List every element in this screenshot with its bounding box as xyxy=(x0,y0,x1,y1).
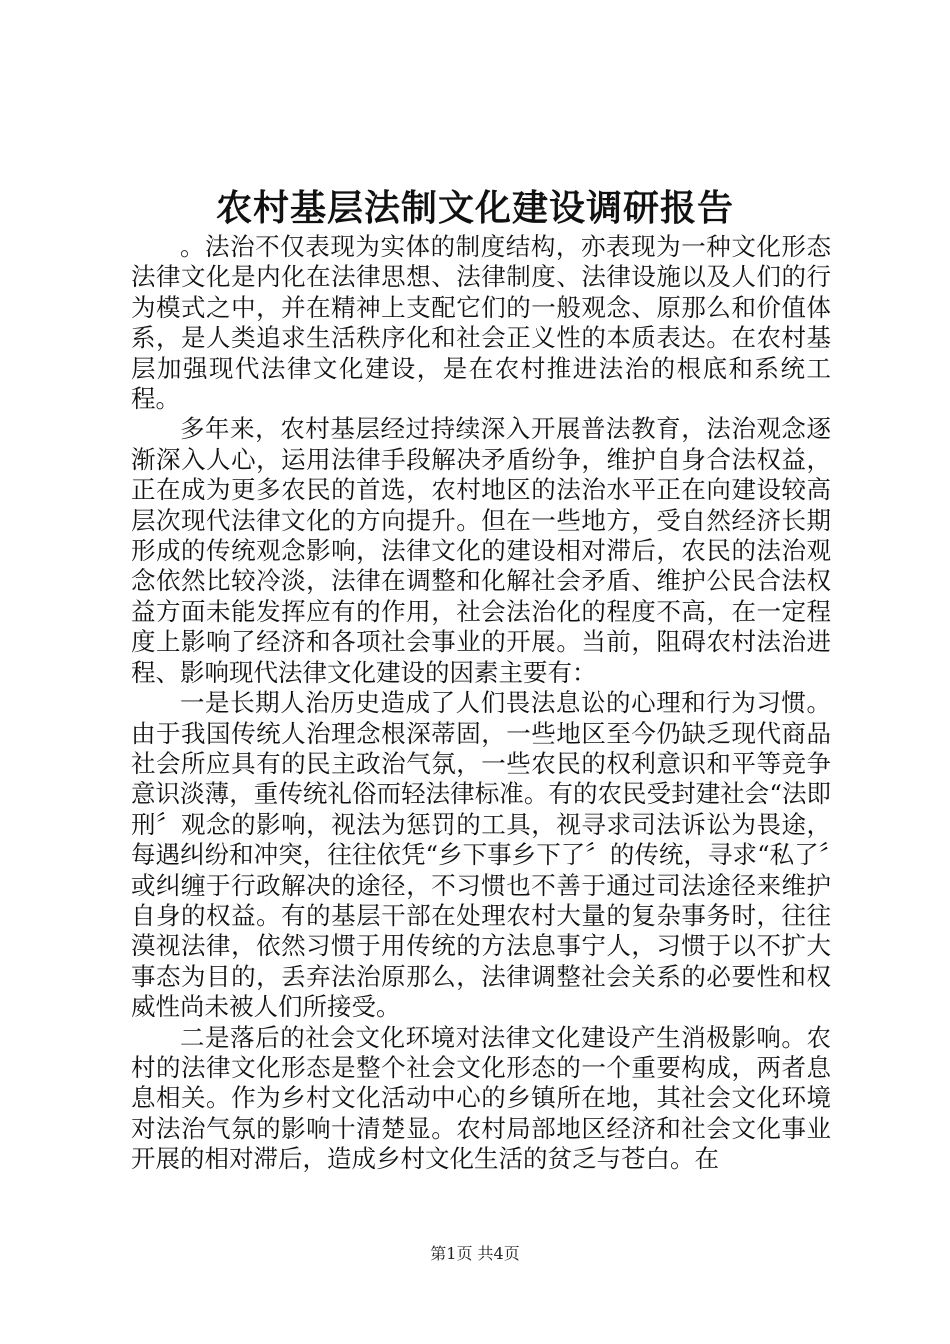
paragraph: 。法治不仅表现为实体的制度结构，亦表现为一种文化形态法律文化是内化在法律思想、法律制度、法律设施以及人们的行为模式之中，并在精神上支配它们的一般观念、原那么和价值体系，是人类追求生活秩序化和社会正义性的本质表达。在农村基层加强现代法律文化建设，是在农村推进法治的根底和系统工程。 xyxy=(131,232,831,414)
paragraph: 一是长期人治历史造成了人们畏法息讼的心理和行为习惯。由于我国传统人治理念根深蒂固，一些地区至今仍缺乏现代商品社会所应具有的民主政治气氛，一些农民的权利意识和平等竞争意识淡薄，重传统礼俗而轻法律标准。有的农民受封建社会“法即刑〞观念的影响，视法为惩罚的工具，视寻求司法诉讼为畏途，每遇纠纷和冲突，往往依凭“乡下事乡下了〞的传统，寻求“私了〞或纠缠于行政解决的途径，不习惯也不善于通过司法途径来维护自身的权益。有的基层干部在处理农村大量的复杂事务时，往往漠视法律，依然习惯于用传统的方法息事宁人，习惯于以不扩大事态为目的，丢弃法治原那么，法律调整社会关系的必要性和权威性尚未被人们所接受。 xyxy=(131,688,831,1022)
document-body xyxy=(131,232,831,1175)
page-number-footer: 第1页 共4页 xyxy=(430,1244,520,1263)
paragraph: 二是落后的社会文化环境对法律文化建设产生消极影响。农村的法律文化形态是整个社会文化形态的一个重要构成，两者息息相关。作为乡村文化活动中心的乡镇所在地，其社会文化环境对法治气氛的影响十清楚显。农村局部地区经济和社会文化事业开展的相对滞后，造成乡村文化生活的贫乏与苍白。在 xyxy=(131,1022,831,1174)
paragraph: 多年来，农村基层经过持续深入开展普法教育，法治观念逐渐深入人心，运用法律手段解决矛盾纷争，维护自身合法权益，正在成为更多农民的首选，农村地区的法治水平正在向建设较高层次现代法律文化的方向提升。但在一些地方，受自然经济长期形成的传统观念影响，法律文化的建设相对滞后，农民的法治观念依然比较冷淡，法律在调整和化解社会矛盾、维护公民合法权益方面未能发挥应有的作用，社会法治化的程度不高，在一定程度上影响了经济和各项社会事业的开展。当前，阻碍农村法治进程、影响现代法律文化建设的因素主要有： xyxy=(131,414,831,687)
document-title: 农村基层法制文化建设调研报告 xyxy=(215,187,734,229)
